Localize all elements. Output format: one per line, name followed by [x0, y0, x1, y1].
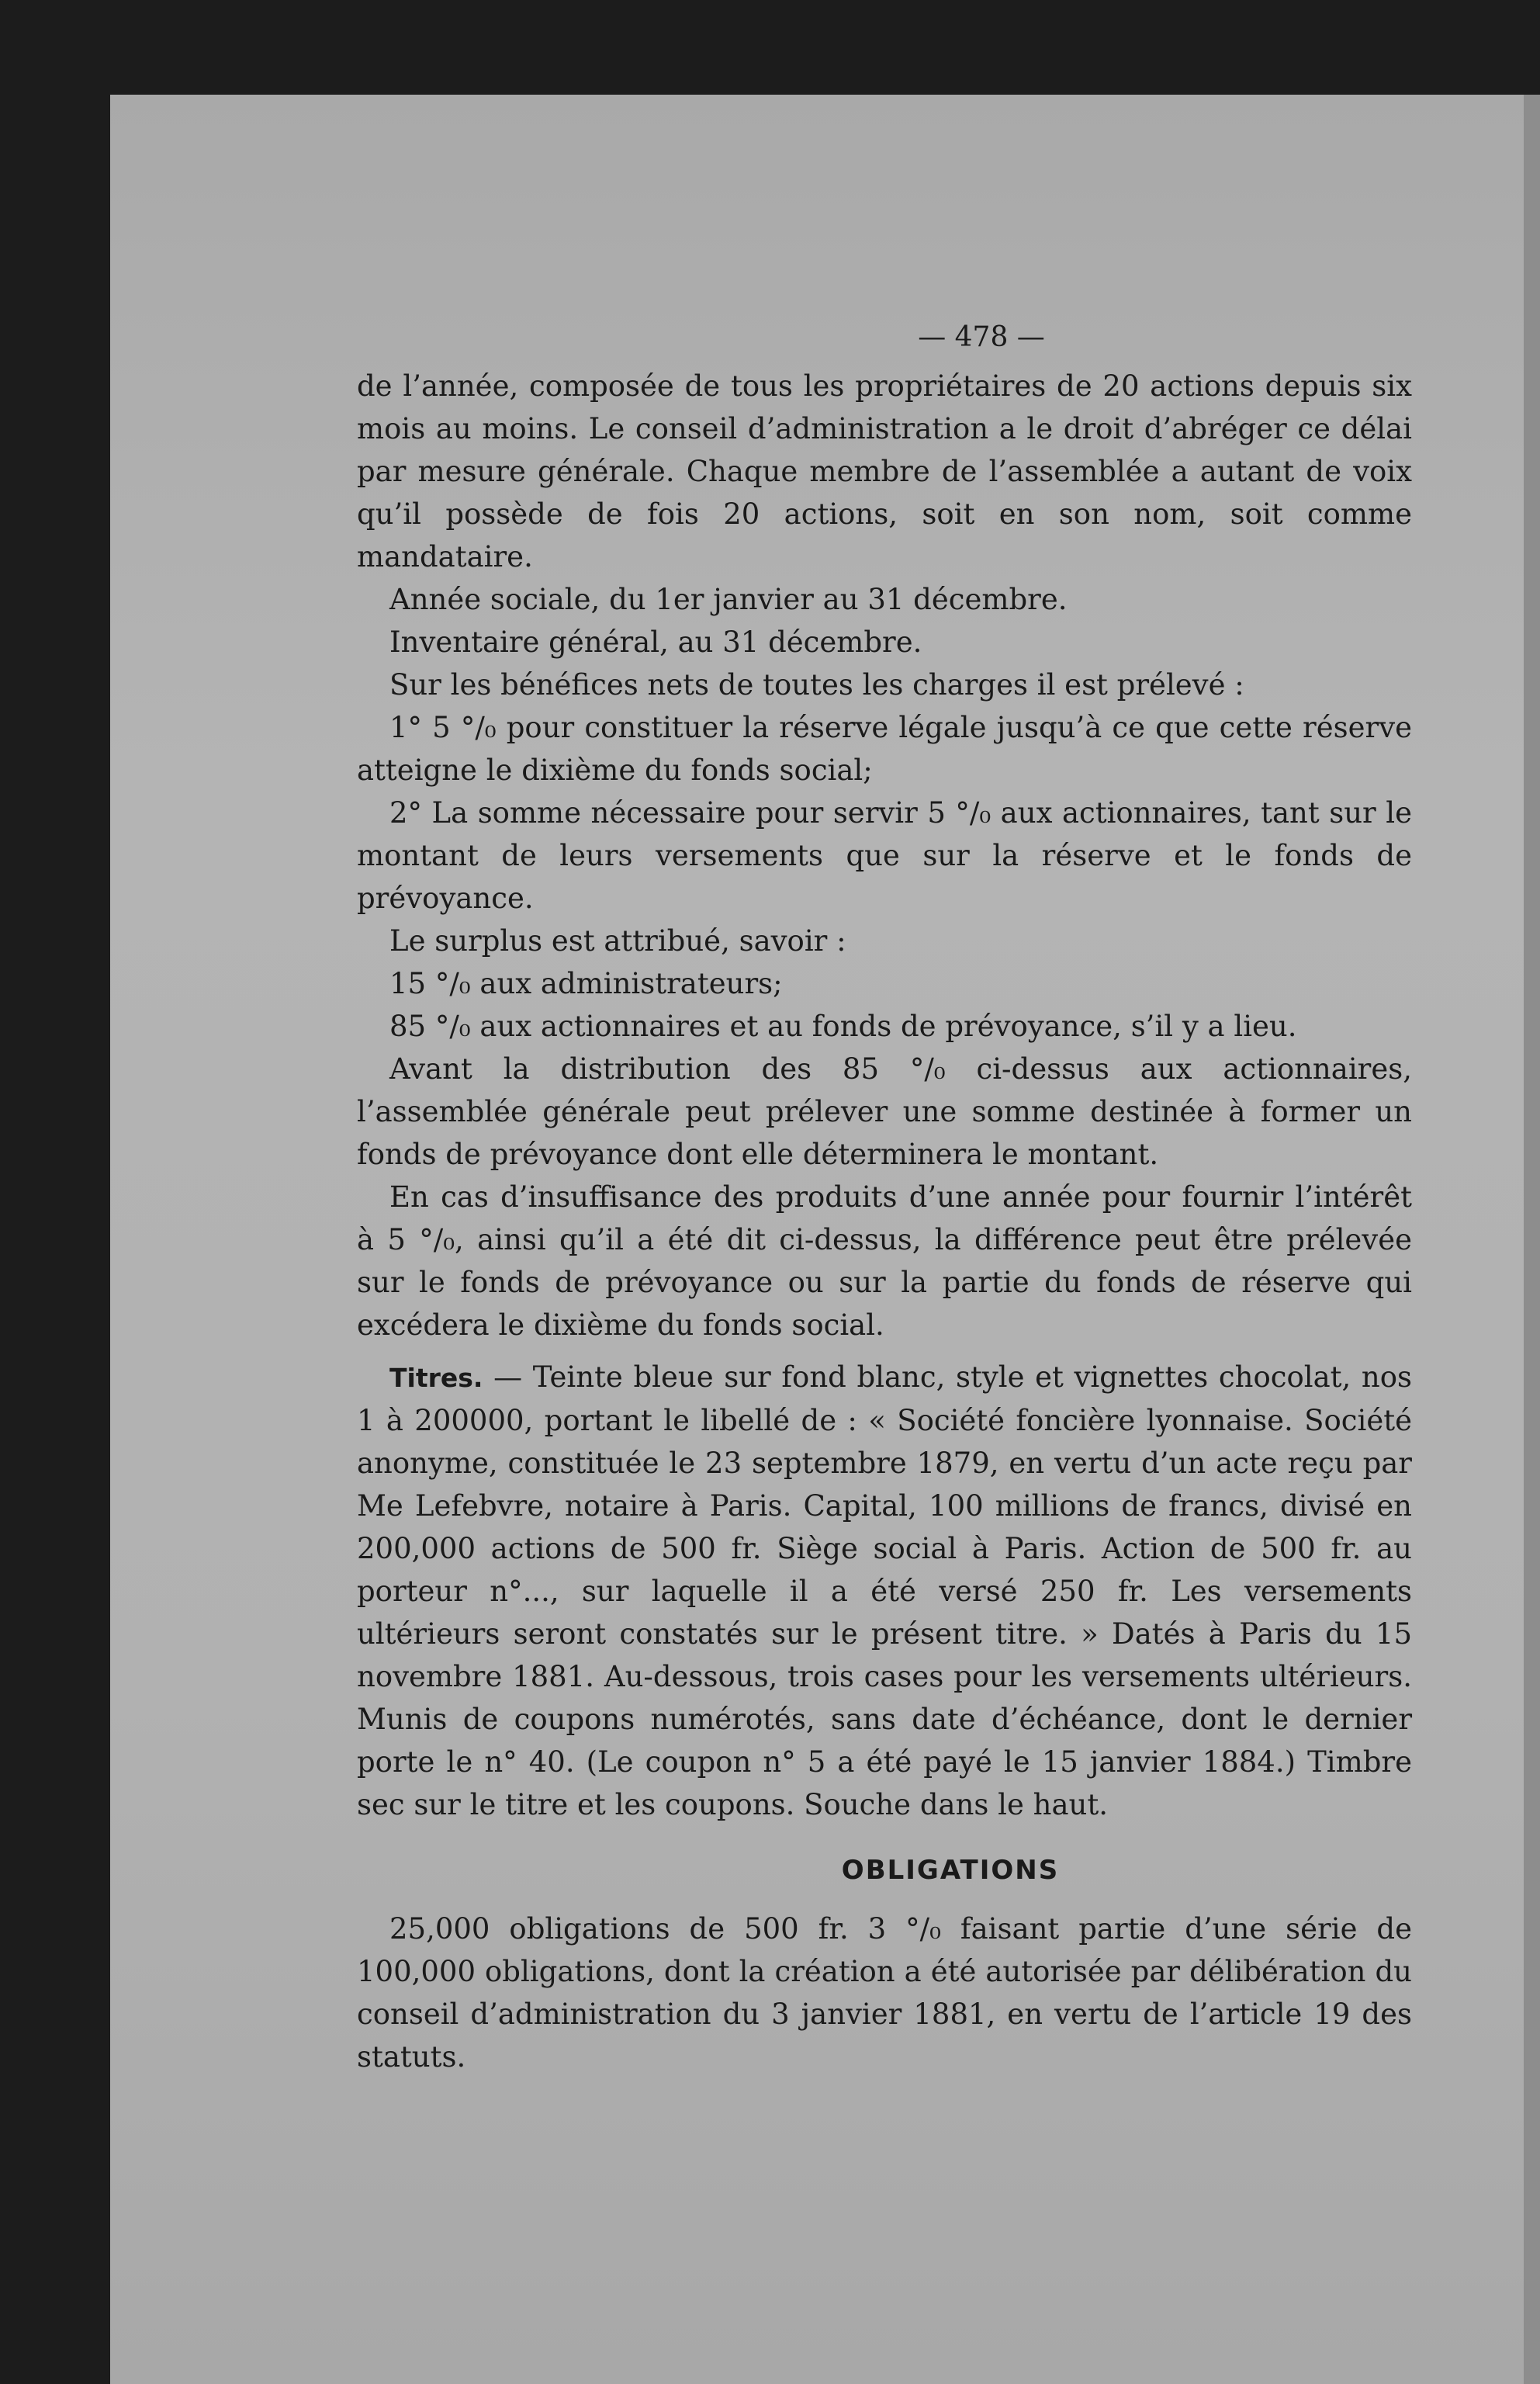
list-item-administrateurs: 15 °/₀ aux administrateurs; — [389, 967, 783, 1000]
paragraph-obligations: 25,000 obligations de 500 fr. 3 °/₀ faisant partie d’une série de 100,000 obligations, dont la création a été autorisée par délibération du conseil d’administration du 3 janvier 1881, en vertu de l’article 19 des statuts. — [357, 1912, 1412, 2074]
paragraph-surplus: Le surplus est attribué, savoir : — [389, 924, 846, 958]
titres-text: — Teinte bleue sur fond blanc, style et vignettes chocolat, nos 1 à 200000, portant le libellé de : « Société foncière lyonnaise. Société anonyme, constituée le 23 septembre 1879, en vertu d’un acte reçu par Me Lefebvre, notaire à Paris. Capital, 100 millions de francs, divisé en 200,000 actions de 500 fr. Siège social à Paris. Action de 500 fr. au porteur n°..., sur laquelle il a été versé 250 fr. Les versements ultérieurs seront constatés sur le présent titre. » Datés à Paris du 15 novembre 1881. Au-dessous, trois cases pour les versements ultérieurs. Munis de coupons numérotés, sans date d’échéance, dont le dernier porte le n° 40. (Le coupon n° 5 a été payé le 15 janvier 1884.) Timbre sec sur le titre et les coupons. Souche dans le haut. — [357, 1360, 1412, 1821]
page-number: — 478 — — [918, 321, 1045, 353]
paragraph-assemblee: de l’année, composée de tous les propriétaires de 20 actions depuis six mois au moins. Le conseil d’administration a le droit d’abréger ce délai par mesure générale. Chaque membre de l’assemblée a autant de voix qu’il possède de fois 20 actions, soit en son nom, soit comme mandataire. — [357, 369, 1412, 573]
titres-label: Titres. — [389, 1363, 483, 1393]
paragraph-annee-sociale: Année sociale, du 1er janvier au 31 décembre. — [389, 583, 1068, 616]
paragraph-inventaire: Inventaire général, au 31 décembre. — [389, 625, 922, 659]
page-edge — [1524, 95, 1540, 2384]
paragraph-titres — [357, 1356, 1412, 1826]
list-item-actionnaires: 85 °/₀ aux actionnaires et au fonds de prévoyance, s’il y a lieu. — [389, 1010, 1297, 1043]
list-item-reserve: 1° 5 °/₀ pour constituer la réserve légale jusqu’à ce que cette réserve atteigne le dixième du fonds social; — [357, 711, 1412, 787]
paragraph-benefices: Sur les bénéfices nets de toutes les charges il est prélevé : — [389, 668, 1244, 702]
paragraph-prevoyance: Avant la distribution des 85 °/₀ ci-dessus aux actionnaires, l’assemblée générale peut prélever une somme destinée à former un fonds de prévoyance dont elle déterminera le montant. — [357, 1052, 1412, 1171]
paragraph-insuffisance: En cas d’insuffisance des produits d’une année pour fournir l’intérêt à 5 °/₀, ainsi qu’il a été dit ci-dessus, la différence peut être prélevée sur le fonds de prévoyance ou sur la partie du fonds de réserve qui excédera le dixième du fonds social. — [357, 1180, 1412, 1342]
section-heading-obligations: OBLIGATIONS — [841, 1855, 1060, 1886]
page-text — [357, 310, 1412, 2078]
list-item-interet: 2° La somme nécessaire pour servir 5 °/₀ aux actionnaires, tant sur le montant de leurs versements que sur la réserve et le fonds de prévoyance. — [357, 796, 1412, 915]
